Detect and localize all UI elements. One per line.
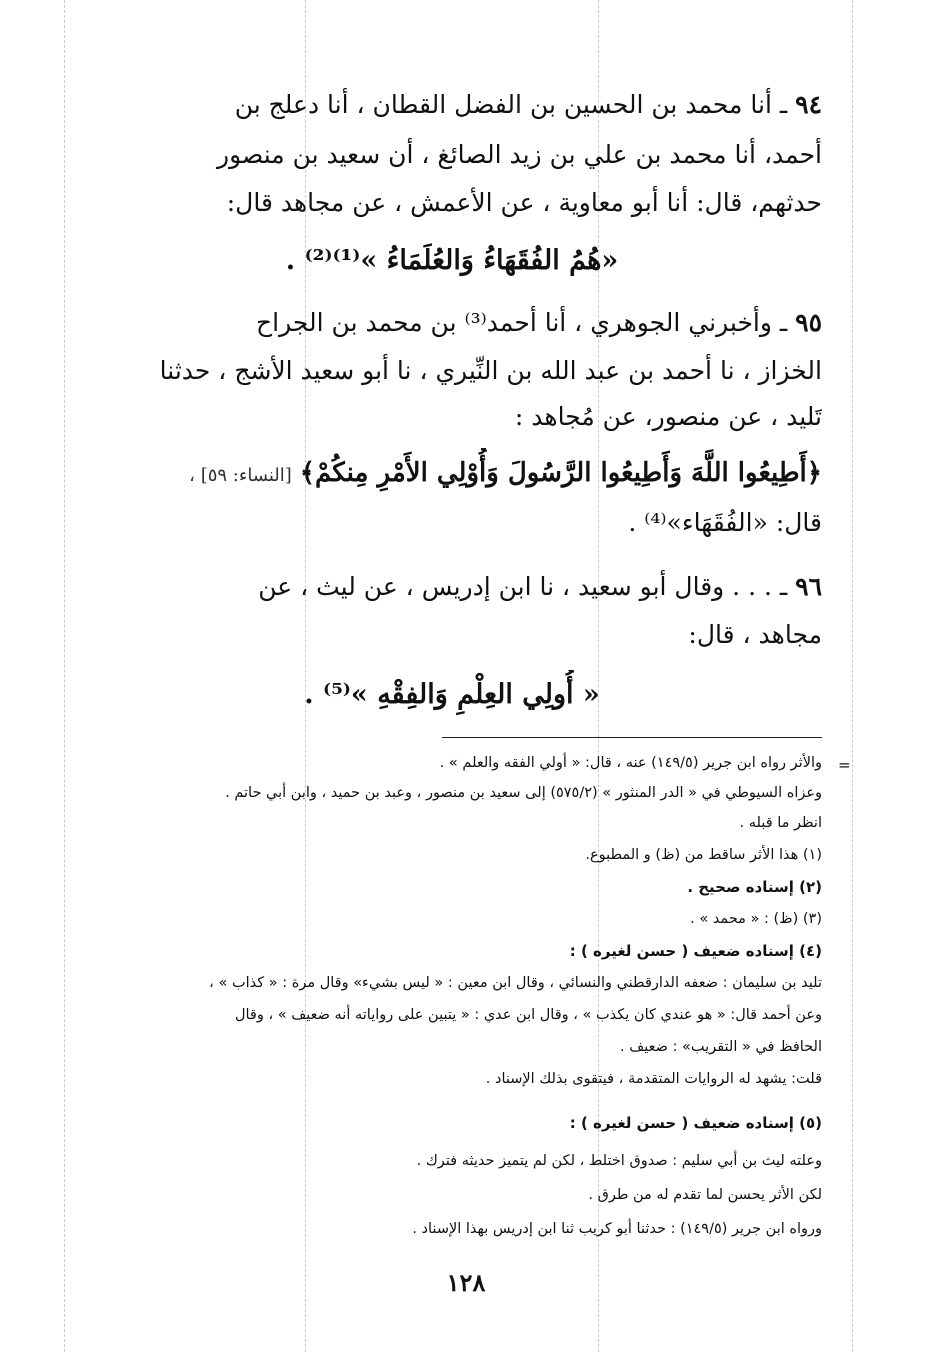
narration-94-line-3: حدثهم، قال: أنا أبو معاوية ، عن الأعمش ، عن مجاهد قال: <box>226 188 822 217</box>
footnote-separator <box>442 737 822 738</box>
footnote-4-line-b: وعن أحمد قال: « هو عندي كان يكذب » ، وقال ابن عدي : « يتبين على رواياته أنه ضعيف » ، وقال <box>234 1007 822 1023</box>
narration-text: ـ أنا محمد بن الحسين بن الفضل القطان ، أنا دعلج بن <box>234 90 796 119</box>
page-number: ١٢٨ <box>446 1268 486 1297</box>
narration-number: ٩٦ <box>795 572 822 601</box>
footnote-4: (٤) إسناده ضعيف ( حسن لغيره ) : <box>569 942 822 960</box>
narration-96-quote: « أُولِي العِلْمِ وَالفِقْهِ »⁽⁵⁾ . <box>304 679 600 710</box>
footnote-5-line-b: لكن الأثر يحسن لما تقدم له من طرق . <box>588 1187 822 1203</box>
narration-94-quote: «هُمُ الفُقَهَاءُ وَالعُلَمَاءُ »⁽¹⁾⁽²⁾ . <box>285 245 619 276</box>
narration-95-line-1 <box>82 298 822 348</box>
narration-96-line-2: مجاهد ، قال: <box>688 620 822 649</box>
footnote-continuation-2: وعزاه السيوطي في « الدر المنثور » (٥٧٥/٢) إلى سعيد بن منصور ، وعبد بن حميد ، وابن أبي حاتم . <box>225 785 822 801</box>
footnote-3: (٣) (ظ) : « محمد » . <box>690 911 822 927</box>
footnote-5-line-a: وعلته ليث بن أبي سليم : صدوق اختلط ، لكن لم يتميز حديثه فترك . <box>416 1153 822 1169</box>
continuation-mark: = <box>838 756 851 774</box>
narration-94-line-1 <box>82 80 822 130</box>
quran-verse: ﴿أَطِيعُوا اللَّهَ وَأَطِيعُوا الرَّسُولَ وَأُوْلِي الأَمْرِ مِنكُمْ﴾ <box>299 458 822 488</box>
narration-95-line-5: قال: «الفُقَهَاء»⁽⁴⁾ . <box>628 508 822 537</box>
footnote-5-line-c: ورواه ابن جرير (١٤٩/٥) : حدثنا أبو كريب ثنا ابن إدريس بهذا الإسناد . <box>412 1221 822 1237</box>
narration-text: ـ وأخبرني الجوهري ، أنا أحمد⁽³⁾ بن محمد بن الجراح <box>256 308 796 337</box>
narration-number: ٩٥ <box>795 308 822 337</box>
footnote-5: (٥) إسناده ضعيف ( حسن لغيره ) : <box>569 1114 822 1132</box>
footnote-2: (٢) إسناده صحيح . <box>687 878 822 896</box>
footnote-continuation-1: والأثر رواه ابن جرير (١٤٩/٥) عنه ، قال: « أولي الفقه والعلم » . <box>439 755 822 771</box>
footnote-continuation-3: انظر ما قبله . <box>739 815 822 831</box>
footnote-4-line-d: قلت: يشهد له الروايات المتقدمة ، فيتقوى بذلك الإسناد . <box>485 1071 822 1087</box>
narration-94-line-2: أحمد، أنا محمد بن علي بن زيد الصائغ ، أن سعيد بن منصور <box>217 140 822 169</box>
narration-95-line-3: تَليد ، عن منصور، عن مُجاهد : <box>514 402 822 431</box>
narration-number: ٩٤ <box>795 90 822 119</box>
narration-96-line-1 <box>82 562 822 612</box>
footnote-4-line-c: الحافظ في « التقريب» : ضعيف . <box>620 1039 822 1055</box>
narration-95-line-2: الخزاز ، نا أحمد بن عبد الله بن النِّيري ، نا أبو سعيد الأشج ، حدثنا <box>159 356 822 385</box>
footnote-4-line-a: تليد بن سليمان : ضعفه الدارقطني والنسائي ، وقال ابن معين : « ليس بشيء» وقال مرة : « كذاب » ، <box>209 975 822 991</box>
footnote-1: (١) هذا الأثر ساقط من (ظ) و المطبوع. <box>585 847 822 863</box>
narration-95-verse-line <box>82 448 822 501</box>
narration-text: ـ . . . وقال أبو سعيد ، نا ابن إدريس ، عن ليث ، عن <box>258 572 796 601</box>
verse-reference: [النساء: ٥٩] ، <box>189 465 292 486</box>
